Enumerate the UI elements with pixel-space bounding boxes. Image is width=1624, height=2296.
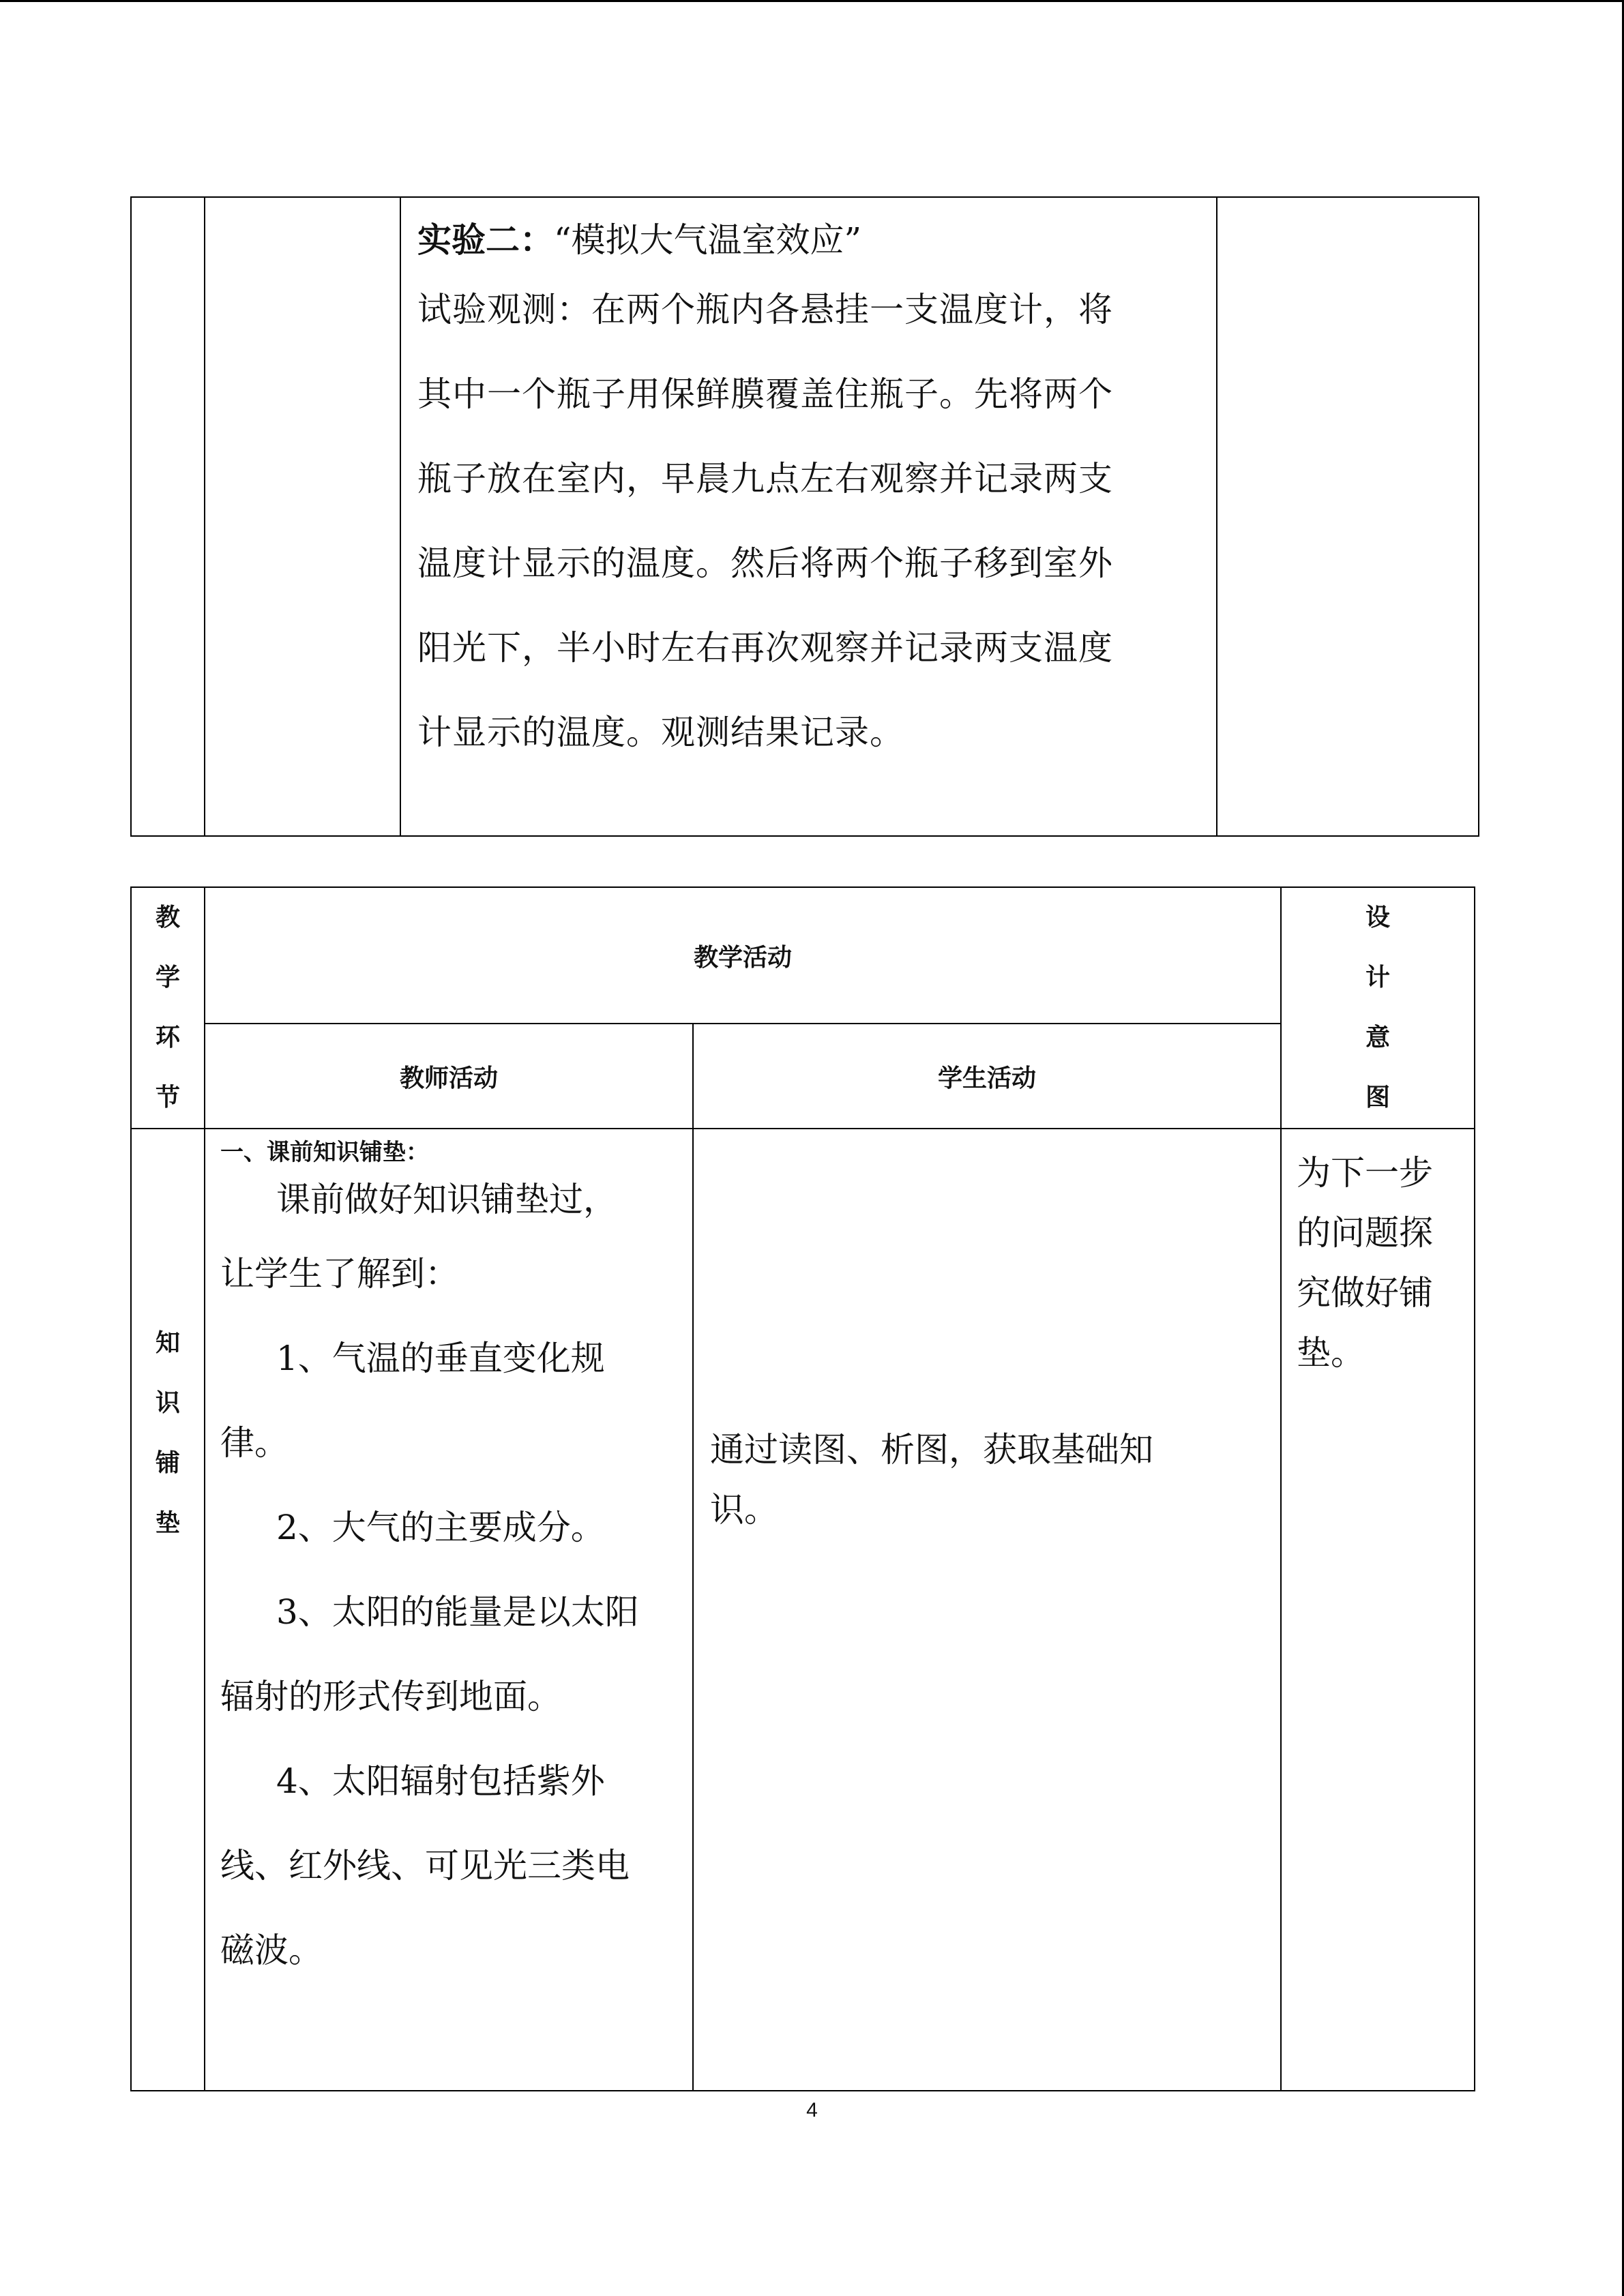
header-stage-char: 节 <box>155 1084 180 1112</box>
design-intent-text: 为下一步 的问题探 究做好铺 垫。 <box>1297 1153 1434 1373</box>
empty-cell-3 <box>1217 197 1479 836</box>
empty-cell-2 <box>205 197 400 836</box>
header-design-char: 设 <box>1365 904 1391 931</box>
experiment-title-name: “模拟大气温室效应” <box>554 220 862 260</box>
experiment-title-label: 实验二： <box>417 220 554 260</box>
header-student: 学生活动 <box>693 1024 1281 1129</box>
experiment-line: 温度计显示的温度。然后将两个瓶子移到室外 <box>417 543 1113 583</box>
page-top-border <box>0 0 1624 2</box>
teacher-activity-cell <box>205 1129 693 2091</box>
header-design-char: 计 <box>1365 964 1391 992</box>
header-teacher: 教师活动 <box>205 1024 693 1129</box>
page-number: 4 <box>806 2099 818 2121</box>
header-stage-char: 环 <box>155 1024 180 1052</box>
header-stage <box>131 887 205 1129</box>
experiment-line: 瓶子放在室内，早晨九点左右观察并记录两支 <box>417 459 1113 498</box>
teacher-line: 律。 <box>220 1423 289 1463</box>
teacher-heading: 一、课前知识铺垫： <box>220 1139 429 1166</box>
stage-char: 铺 <box>155 1449 180 1477</box>
stage-char: 知 <box>155 1329 180 1357</box>
header-design-char: 意 <box>1365 1024 1391 1052</box>
student-activity-text: 通过读图、析图，获取基础知 识。 <box>710 1430 1153 1530</box>
teacher-line: 1、气温的垂直变化规 <box>276 1339 605 1378</box>
teacher-line: 磁波。 <box>220 1930 323 1970</box>
experiment-line: 试验观测：在两个瓶内各悬挂一支温度计，将 <box>417 290 1113 329</box>
teacher-line: 4、太阳辐射包括紫外 <box>276 1761 605 1801</box>
empty-cell-1 <box>131 197 205 836</box>
student-activity-cell <box>693 1129 1281 2091</box>
teacher-line: 2、大气的主要成分。 <box>276 1508 605 1547</box>
teacher-line: 让学生了解到： <box>220 1254 459 1294</box>
teaching-table <box>130 886 1475 2091</box>
experiment-line: 阳光下，半小时左右再次观察并记录两支温度 <box>417 628 1113 668</box>
experiment-cell <box>400 197 1217 836</box>
stage-char: 垫 <box>155 1509 180 1537</box>
header-design <box>1281 887 1475 1129</box>
stage-cell <box>131 1129 205 2091</box>
header-activity: 教学活动 <box>205 887 1281 1024</box>
teacher-line: 课前做好知识铺垫过， <box>276 1180 617 1219</box>
header-stage-char: 学 <box>155 964 180 992</box>
teacher-line: 辐射的形式传到地面。 <box>220 1677 561 1716</box>
design-intent-cell <box>1281 1129 1475 2091</box>
experiment-line: 计显示的温度。观测结果记录。 <box>417 713 904 752</box>
experiment-line: 其中一个瓶子用保鲜膜覆盖住瓶子。先将两个 <box>417 374 1113 414</box>
teacher-line: 3、太阳的能量是以太阳 <box>276 1592 639 1632</box>
header-stage-char: 教 <box>155 904 180 931</box>
stage-char: 识 <box>155 1389 180 1417</box>
header-design-char: 图 <box>1365 1084 1391 1112</box>
experiment-title <box>417 213 1202 267</box>
experiment-table <box>130 196 1479 837</box>
teacher-line: 线、红外线、可见光三类电 <box>220 1846 630 1885</box>
